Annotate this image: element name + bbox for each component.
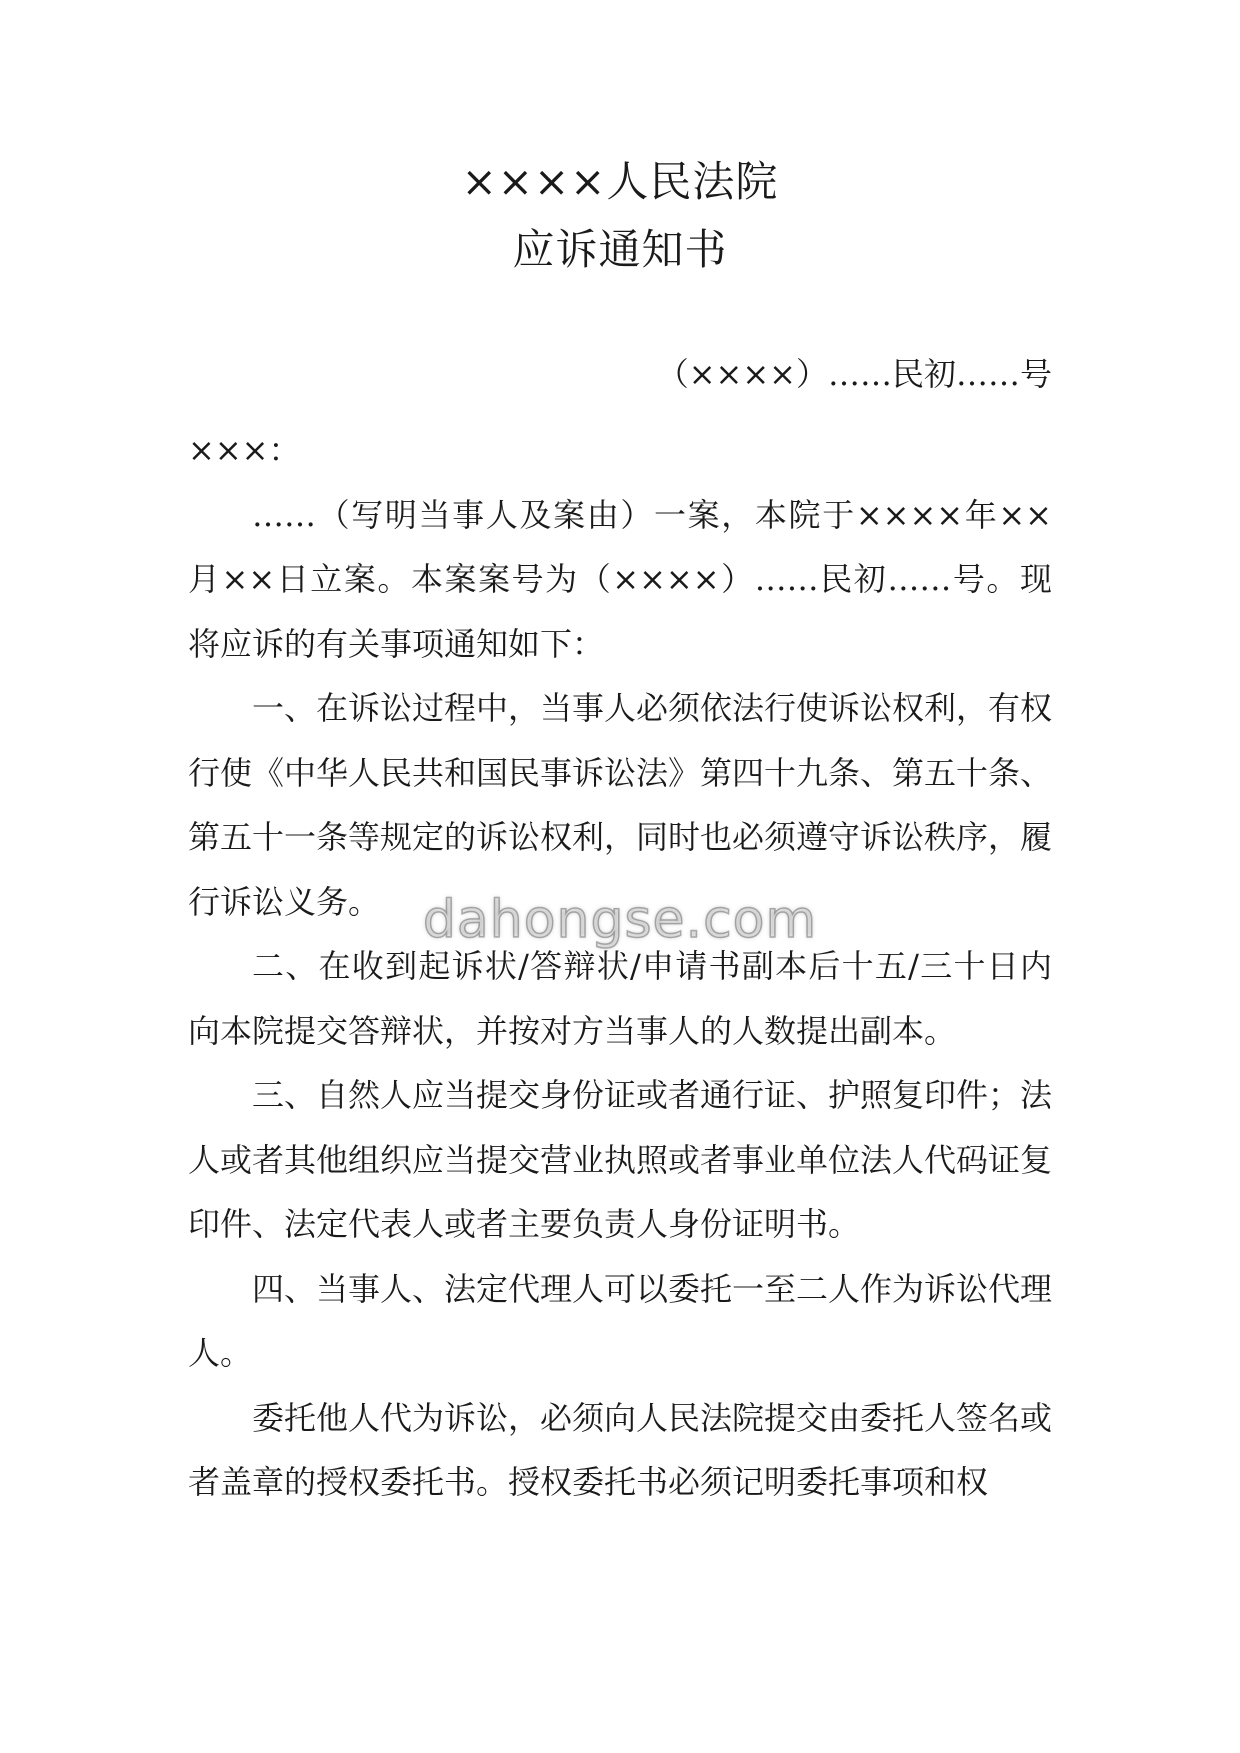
delegation-paragraph: 委托他人代为诉讼，必须向人民法院提交由委托人签名或者盖章的授权委托书。授权委托书必须记明委托事项和权: [188, 1398, 1053, 1501]
item-3-paragraph: 三、自然人应当提交身份证或者通行证、护照复印件；法人或者其他组织应当提交营业执照或者事业单位法人代码证复印件、法定代表人或者主要负责人身份证明书。: [188, 1076, 1053, 1243]
document-body: [188, 418, 1052, 1515]
recipient-line: ×××：: [188, 431, 301, 469]
court-name-heading: ××××人民法院: [461, 157, 779, 206]
document-title-heading: 应诉通知书: [512, 225, 728, 274]
intro-paragraph: ……（写明当事人及案由）一案，本院于××××年××月××日立案。本案案号为（××××）……民初……号。现将应诉的有关事项通知如下：: [188, 495, 1052, 663]
item-2-paragraph: 二、在收到起诉状/答辩状/申请书副本后十五/三十日内向本院提交答辩状，并按对方当事人的人数提出副本。: [188, 947, 1052, 1050]
case-number: （××××）……民初……号: [656, 355, 1052, 393]
item-1-paragraph: 一、在诉讼过程中，当事人必须依法行使诉讼权利，有权行使《中华人民共和国民事诉讼法》第四十九条、第五十条、第五十一条等规定的诉讼权利，同时也必须遵守诉讼秩序，履行诉讼义务。: [188, 689, 1053, 921]
watermark-text: dahongse.com: [422, 890, 818, 950]
item-4-paragraph: 四、当事人、法定代理人可以委托一至二人作为诉讼代理人。: [188, 1269, 1053, 1372]
